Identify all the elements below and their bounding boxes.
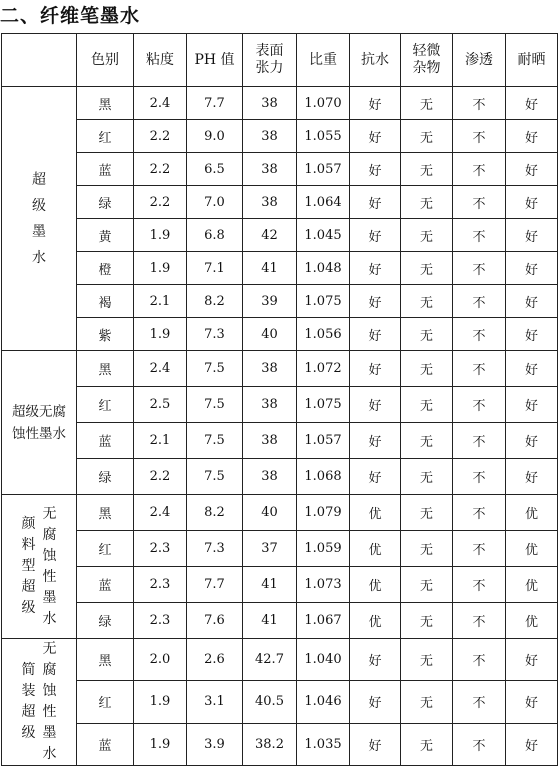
water-resistance-cell: 优 xyxy=(350,603,401,639)
viscosity-cell: 2.3 xyxy=(134,567,187,603)
permeation-cell: 不 xyxy=(453,639,506,681)
water-resistance-cell: 好 xyxy=(350,351,401,387)
lightfastness-cell: 好 xyxy=(506,459,558,495)
impurities-cell: 无 xyxy=(401,723,453,765)
impurities-cell: 无 xyxy=(401,318,453,351)
specific-gravity-cell: 1.067 xyxy=(297,603,350,639)
viscosity-cell: 2.1 xyxy=(134,423,187,459)
permeation-cell: 不 xyxy=(453,351,506,387)
permeation-cell: 不 xyxy=(453,285,506,318)
viscosity-cell: 1.9 xyxy=(134,723,187,765)
permeation-cell: 不 xyxy=(453,681,506,723)
surface-tension-header: 表面 张力 xyxy=(243,34,297,87)
impurities-header: 轻微 杂物 xyxy=(401,34,453,87)
table-row xyxy=(2,459,558,495)
ph-cell: 8.2 xyxy=(187,285,243,318)
table-row xyxy=(2,252,558,285)
color-cell: 蓝 xyxy=(77,153,134,186)
ph-cell: 7.0 xyxy=(187,186,243,219)
impurities-cell: 无 xyxy=(401,603,453,639)
specific-gravity-cell: 1.070 xyxy=(297,87,350,120)
permeation-cell: 不 xyxy=(453,153,506,186)
group-label-left: 简 装 超 级 xyxy=(21,662,36,741)
table-row xyxy=(2,723,558,765)
lightfastness-cell: 好 xyxy=(506,219,558,252)
group-label-cell xyxy=(2,351,77,495)
color-cell: 蓝 xyxy=(77,723,134,765)
ph-cell: 7.3 xyxy=(187,318,243,351)
viscosity-cell: 2.2 xyxy=(134,459,187,495)
viscosity-cell: 2.4 xyxy=(134,87,187,120)
water-resistance-cell: 好 xyxy=(350,639,401,681)
table-row xyxy=(2,186,558,219)
surface-tension-cell: 38 xyxy=(243,387,297,423)
ph-cell: 7.7 xyxy=(187,567,243,603)
water-resistance-cell: 好 xyxy=(350,87,401,120)
specific-gravity-cell: 1.068 xyxy=(297,459,350,495)
table-row xyxy=(2,219,558,252)
impurities-cell: 无 xyxy=(401,681,453,723)
surface-tension-cell: 39 xyxy=(243,285,297,318)
ph-cell: 7.5 xyxy=(187,387,243,423)
permeation-cell: 不 xyxy=(453,723,506,765)
ph-cell: 2.6 xyxy=(187,639,243,681)
surface-tension-cell: 42.7 xyxy=(243,639,297,681)
table-row xyxy=(2,153,558,186)
lightfastness-cell: 好 xyxy=(506,87,558,120)
permeation-cell: 不 xyxy=(453,252,506,285)
ph-cell: 8.2 xyxy=(187,495,243,531)
water-resistance-cell: 好 xyxy=(350,387,401,423)
lightfastness-cell: 优 xyxy=(506,567,558,603)
color-cell: 褐 xyxy=(77,285,134,318)
specific-gravity-cell: 1.056 xyxy=(297,318,350,351)
specific-gravity-cell: 1.057 xyxy=(297,423,350,459)
water-resistance-cell: 好 xyxy=(350,723,401,765)
viscosity-header: 粘度 xyxy=(134,34,187,87)
color-cell: 蓝 xyxy=(77,423,134,459)
impurities-cell: 无 xyxy=(401,387,453,423)
table-row xyxy=(2,603,558,639)
water-resistance-cell: 好 xyxy=(350,285,401,318)
ph-cell: 9.0 xyxy=(187,120,243,153)
color-header: 色别 xyxy=(77,34,134,87)
surface-tension-cell: 38 xyxy=(243,120,297,153)
impurities-cell: 无 xyxy=(401,459,453,495)
surface-tension-cell: 38 xyxy=(243,459,297,495)
surface-tension-cell: 38 xyxy=(243,186,297,219)
surface-tension-cell: 42 xyxy=(243,219,297,252)
table-body xyxy=(2,87,558,766)
impurities-cell: 无 xyxy=(401,186,453,219)
surface-tension-cell: 41 xyxy=(243,567,297,603)
color-cell: 绿 xyxy=(77,603,134,639)
viscosity-cell: 2.2 xyxy=(134,153,187,186)
surface-tension-cell: 40 xyxy=(243,318,297,351)
impurities-cell: 无 xyxy=(401,351,453,387)
surface-tension-cell: 41 xyxy=(243,603,297,639)
table-row xyxy=(2,387,558,423)
permeation-cell: 不 xyxy=(453,603,506,639)
surface-tension-cell: 40.5 xyxy=(243,681,297,723)
color-cell: 黄 xyxy=(77,219,134,252)
viscosity-cell: 1.9 xyxy=(134,681,187,723)
water-resistance-cell: 好 xyxy=(350,423,401,459)
table-row xyxy=(2,351,558,387)
impurities-cell: 无 xyxy=(401,639,453,681)
viscosity-cell: 2.4 xyxy=(134,495,187,531)
viscosity-cell: 1.9 xyxy=(134,252,187,285)
group-label: 超 级 墨 水 xyxy=(32,171,46,266)
color-cell: 紫 xyxy=(77,318,134,351)
permeation-cell: 不 xyxy=(453,567,506,603)
water-resistance-cell: 好 xyxy=(350,120,401,153)
ink-properties-table xyxy=(1,33,558,766)
permeation-cell: 不 xyxy=(453,459,506,495)
water-resistance-cell: 好 xyxy=(350,252,401,285)
lightfastness-cell: 好 xyxy=(506,681,558,723)
impurities-cell: 无 xyxy=(401,153,453,186)
specific-gravity-cell: 1.048 xyxy=(297,252,350,285)
ph-cell: 7.5 xyxy=(187,351,243,387)
specific-gravity-cell: 1.055 xyxy=(297,120,350,153)
specific-gravity-cell: 1.057 xyxy=(297,153,350,186)
permeation-cell: 不 xyxy=(453,423,506,459)
specific-gravity-cell: 1.035 xyxy=(297,723,350,765)
table-row xyxy=(2,567,558,603)
specific-gravity-cell: 1.072 xyxy=(297,351,350,387)
color-cell: 红 xyxy=(77,531,134,567)
group-label-left: 颜 料 型 超 级 xyxy=(21,516,36,616)
color-cell: 黑 xyxy=(77,351,134,387)
permeation-cell: 不 xyxy=(453,219,506,252)
permeation-cell: 不 xyxy=(453,495,506,531)
color-cell: 黑 xyxy=(77,639,134,681)
specific-gravity-cell: 1.079 xyxy=(297,495,350,531)
water-resistance-header: 抗水 xyxy=(350,34,401,87)
ph-cell: 3.9 xyxy=(187,723,243,765)
color-cell: 黑 xyxy=(77,87,134,120)
ph-cell: 7.7 xyxy=(187,87,243,120)
surface-tension-cell: 38.2 xyxy=(243,723,297,765)
viscosity-cell: 1.9 xyxy=(134,318,187,351)
lightfastness-cell: 好 xyxy=(506,351,558,387)
group-label-right: 无 腐 蚀 性 墨 水 xyxy=(42,641,57,762)
lightfastness-cell: 好 xyxy=(506,318,558,351)
ph-cell: 6.8 xyxy=(187,219,243,252)
water-resistance-cell: 好 xyxy=(350,186,401,219)
table-row xyxy=(2,495,558,531)
table-row xyxy=(2,681,558,723)
lightfastness-header: 耐晒 xyxy=(506,34,558,87)
table-row xyxy=(2,423,558,459)
permeation-cell: 不 xyxy=(453,120,506,153)
color-cell: 红 xyxy=(77,387,134,423)
lightfastness-cell: 好 xyxy=(506,153,558,186)
viscosity-cell: 1.9 xyxy=(134,219,187,252)
specific-gravity-cell: 1.046 xyxy=(297,681,350,723)
water-resistance-cell: 优 xyxy=(350,567,401,603)
lightfastness-cell: 好 xyxy=(506,423,558,459)
table-row xyxy=(2,531,558,567)
table-row xyxy=(2,285,558,318)
specific-gravity-cell: 1.075 xyxy=(297,285,350,318)
lightfastness-cell: 好 xyxy=(506,639,558,681)
ph-cell: 3.1 xyxy=(187,681,243,723)
impurities-cell: 无 xyxy=(401,219,453,252)
viscosity-cell: 2.2 xyxy=(134,120,187,153)
surface-tension-cell: 38 xyxy=(243,423,297,459)
impurities-cell: 无 xyxy=(401,531,453,567)
color-cell: 橙 xyxy=(77,252,134,285)
group-label-right: 无 腐 蚀 性 墨 水 xyxy=(42,505,57,627)
table-row xyxy=(2,318,558,351)
lightfastness-cell: 好 xyxy=(506,186,558,219)
group-label: 超级无腐 蚀性墨水 xyxy=(12,403,66,442)
table-row xyxy=(2,639,558,681)
permeation-cell: 不 xyxy=(453,387,506,423)
viscosity-cell: 2.5 xyxy=(134,387,187,423)
impurities-cell: 无 xyxy=(401,252,453,285)
color-cell: 绿 xyxy=(77,459,134,495)
water-resistance-cell: 优 xyxy=(350,495,401,531)
specific-gravity-header: 比重 xyxy=(297,34,350,87)
water-resistance-cell: 优 xyxy=(350,531,401,567)
viscosity-cell: 2.3 xyxy=(134,603,187,639)
viscosity-cell: 2.3 xyxy=(134,531,187,567)
surface-tension-cell: 41 xyxy=(243,252,297,285)
water-resistance-cell: 好 xyxy=(350,459,401,495)
surface-tension-cell: 40 xyxy=(243,495,297,531)
color-cell: 绿 xyxy=(77,186,134,219)
color-cell: 黑 xyxy=(77,495,134,531)
ph-cell: 7.6 xyxy=(187,603,243,639)
lightfastness-cell: 优 xyxy=(506,603,558,639)
lightfastness-cell: 优 xyxy=(506,495,558,531)
permeation-cell: 不 xyxy=(453,531,506,567)
ph-cell: 7.3 xyxy=(187,531,243,567)
water-resistance-cell: 好 xyxy=(350,318,401,351)
color-cell: 红 xyxy=(77,120,134,153)
specific-gravity-cell: 1.075 xyxy=(297,387,350,423)
permeation-cell: 不 xyxy=(453,87,506,120)
impurities-cell: 无 xyxy=(401,567,453,603)
lightfastness-cell: 好 xyxy=(506,285,558,318)
specific-gravity-cell: 1.064 xyxy=(297,186,350,219)
group-label-cell xyxy=(2,495,77,639)
viscosity-cell: 2.1 xyxy=(134,285,187,318)
permeation-cell: 不 xyxy=(453,186,506,219)
group-header xyxy=(2,34,77,87)
lightfastness-cell: 好 xyxy=(506,120,558,153)
group-label-cell xyxy=(2,87,77,351)
lightfastness-cell: 好 xyxy=(506,723,558,765)
group-label-cell xyxy=(2,639,77,766)
specific-gravity-cell: 1.040 xyxy=(297,639,350,681)
lightfastness-cell: 好 xyxy=(506,387,558,423)
water-resistance-cell: 好 xyxy=(350,219,401,252)
impurities-cell: 无 xyxy=(401,495,453,531)
ph-header: PH 值 xyxy=(187,34,243,87)
ph-cell: 7.5 xyxy=(187,459,243,495)
viscosity-cell: 2.4 xyxy=(134,351,187,387)
color-cell: 蓝 xyxy=(77,567,134,603)
surface-tension-cell: 38 xyxy=(243,351,297,387)
ph-cell: 7.5 xyxy=(187,423,243,459)
water-resistance-cell: 好 xyxy=(350,153,401,186)
impurities-cell: 无 xyxy=(401,285,453,318)
viscosity-cell: 2.0 xyxy=(134,639,187,681)
section-heading: 二、纤维笔墨水 xyxy=(0,5,141,27)
water-resistance-cell: 好 xyxy=(350,681,401,723)
surface-tension-cell: 37 xyxy=(243,531,297,567)
specific-gravity-cell: 1.045 xyxy=(297,219,350,252)
surface-tension-cell: 38 xyxy=(243,87,297,120)
table-row xyxy=(2,120,558,153)
ph-cell: 7.1 xyxy=(187,252,243,285)
viscosity-cell: 2.2 xyxy=(134,186,187,219)
specific-gravity-cell: 1.073 xyxy=(297,567,350,603)
surface-tension-cell: 38 xyxy=(243,153,297,186)
lightfastness-cell: 优 xyxy=(506,531,558,567)
permeation-header: 渗透 xyxy=(453,34,506,87)
ph-cell: 6.5 xyxy=(187,153,243,186)
lightfastness-cell: 好 xyxy=(506,252,558,285)
color-cell: 红 xyxy=(77,681,134,723)
impurities-cell: 无 xyxy=(401,423,453,459)
table-row xyxy=(2,87,558,120)
permeation-cell: 不 xyxy=(453,318,506,351)
impurities-cell: 无 xyxy=(401,120,453,153)
impurities-cell: 无 xyxy=(401,87,453,120)
table-header-row xyxy=(2,34,558,87)
specific-gravity-cell: 1.059 xyxy=(297,531,350,567)
